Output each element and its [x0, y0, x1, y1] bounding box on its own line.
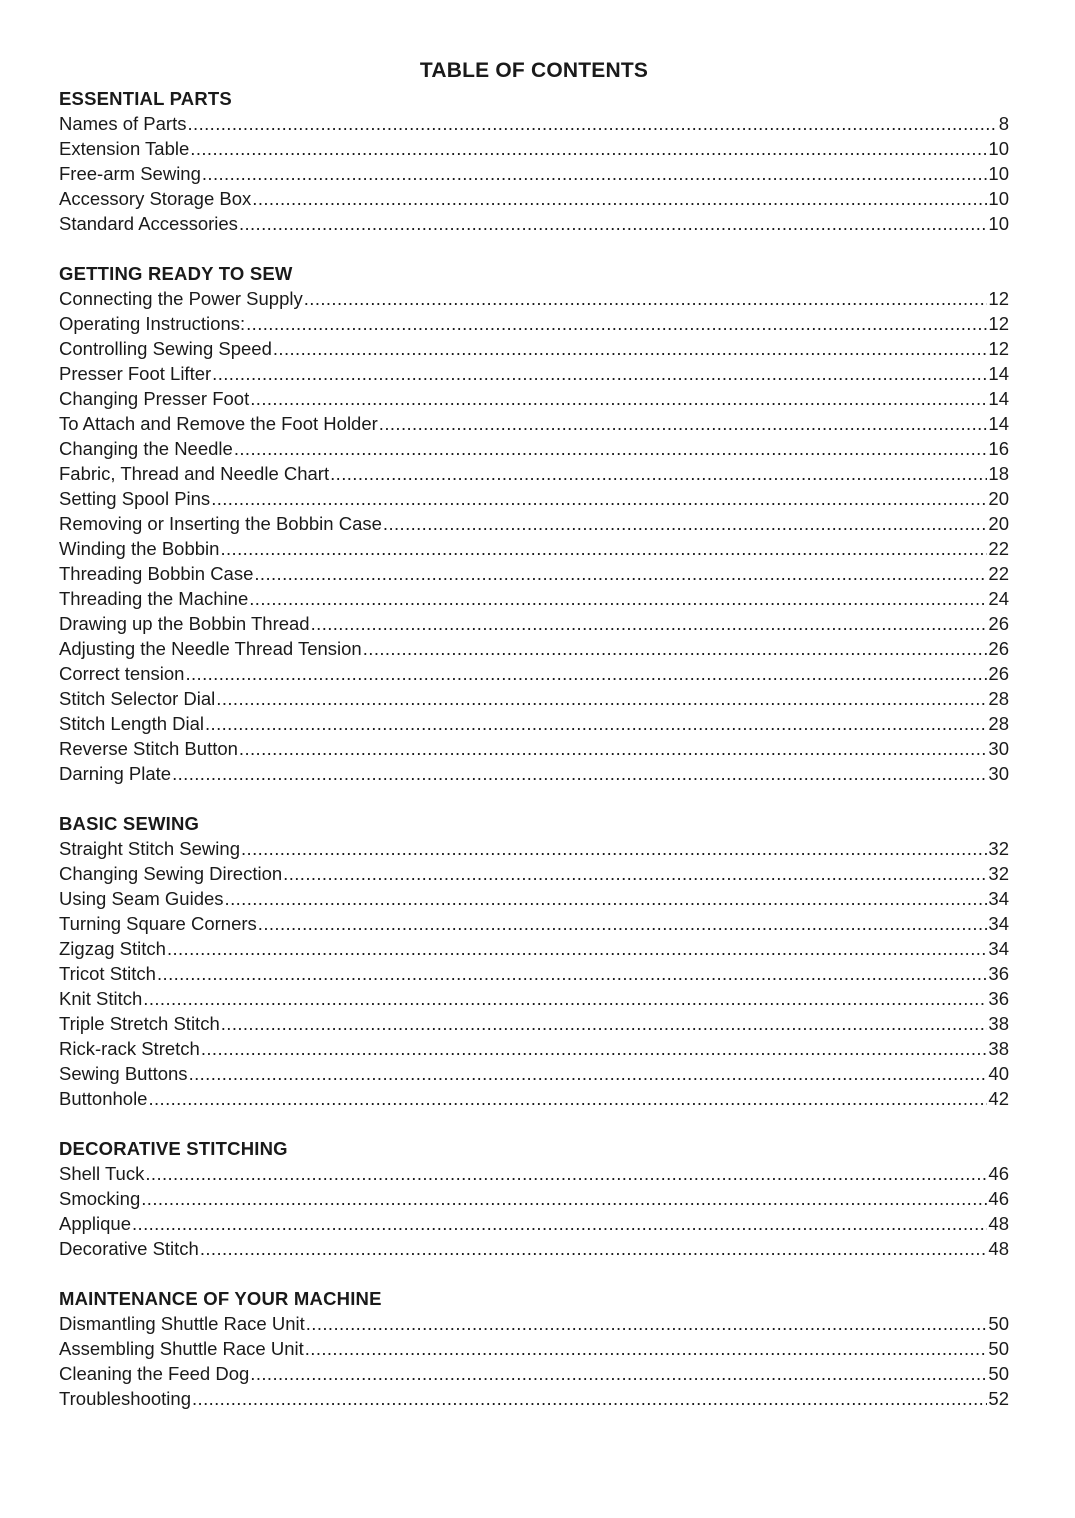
dot-leader [239, 211, 987, 236]
dot-leader [167, 936, 987, 961]
toc-entry[interactable] [59, 1061, 1009, 1086]
toc-entry[interactable] [59, 561, 1009, 586]
toc-entry[interactable] [59, 886, 1009, 911]
toc-entry-page-number: 8 [998, 113, 1009, 134]
dot-leader [188, 111, 998, 136]
dot-leader [250, 1361, 987, 1386]
toc-entry-label: Buttonhole [59, 1088, 148, 1109]
toc-entry[interactable] [59, 836, 1009, 861]
toc-entry-label: Troubleshooting [59, 1388, 191, 1409]
toc-entry-page-number: 10 [988, 188, 1009, 209]
toc-entry-label: Changing the Needle [59, 438, 233, 459]
dot-leader [185, 661, 987, 686]
toc-entry-label: Changing Sewing Direction [59, 863, 283, 884]
toc-entry-label: Assembling Shuttle Race Unit [59, 1338, 304, 1359]
toc-entry[interactable] [59, 536, 1009, 561]
toc-entry-label: Setting Spool Pins [59, 488, 211, 509]
toc-entry-page-number: 50 [988, 1313, 1009, 1334]
toc-body [59, 86, 1009, 1411]
toc-page [59, 56, 1009, 1436]
toc-entry-page-number: 50 [988, 1338, 1009, 1359]
toc-entry[interactable] [59, 111, 1009, 136]
toc-section [59, 1136, 1009, 1261]
toc-entry-page-number: 10 [988, 163, 1009, 184]
toc-entry[interactable] [59, 1036, 1009, 1061]
toc-entry[interactable] [59, 211, 1009, 236]
toc-entry[interactable] [59, 1311, 1009, 1336]
toc-entry-label: Presser Foot Lifter [59, 363, 212, 384]
dot-leader [148, 1086, 987, 1111]
toc-entry-page-number: 52 [988, 1388, 1009, 1409]
dot-leader [383, 511, 988, 536]
toc-entry-page-number: 34 [988, 888, 1009, 909]
toc-entry[interactable] [59, 661, 1009, 686]
toc-section [59, 261, 1009, 786]
toc-entry-page-number: 18 [988, 463, 1009, 484]
toc-entry[interactable] [59, 986, 1009, 1011]
toc-entry-label: Standard Accessories [59, 213, 238, 234]
dot-leader [211, 486, 987, 511]
toc-entry-label: Tricot Stitch [59, 963, 156, 984]
toc-entry-label: Applique [59, 1213, 132, 1234]
toc-entry-label: Smocking [59, 1188, 141, 1209]
dot-leader [143, 986, 987, 1011]
toc-entry[interactable] [59, 686, 1009, 711]
toc-entry-label: Decorative Stitch [59, 1238, 199, 1259]
toc-entry-page-number: 28 [988, 713, 1009, 734]
toc-entry[interactable] [59, 1236, 1009, 1261]
toc-entry-label: Darning Plate [59, 763, 172, 784]
toc-entry-page-number: 48 [988, 1213, 1009, 1234]
toc-entry[interactable] [59, 186, 1009, 211]
toc-entry[interactable] [59, 1336, 1009, 1361]
dot-leader [141, 1186, 987, 1211]
toc-entry-page-number: 34 [988, 938, 1009, 959]
toc-entry-page-number: 30 [988, 738, 1009, 759]
toc-entry-label: Dismantling Shuttle Race Unit [59, 1313, 305, 1334]
toc-entry-label: Fabric, Thread and Needle Chart [59, 463, 330, 484]
dot-leader [132, 1211, 987, 1236]
toc-entry-label: Removing or Inserting the Bobbin Case [59, 513, 382, 534]
toc-entry[interactable] [59, 161, 1009, 186]
toc-entry-label: Triple Stretch Stitch [59, 1013, 220, 1034]
toc-entry-label: Sewing Buttons [59, 1063, 188, 1084]
toc-entry-page-number: 26 [988, 638, 1009, 659]
toc-entry-label: Threading Bobbin Case [59, 563, 254, 584]
toc-entry-page-number: 26 [988, 613, 1009, 634]
toc-entry-page-number: 46 [988, 1163, 1009, 1184]
toc-entry-page-number: 12 [988, 288, 1009, 309]
dot-leader [200, 1236, 988, 1261]
toc-entry-page-number: 14 [988, 363, 1009, 384]
dot-leader [252, 186, 987, 211]
toc-entry-page-number: 14 [988, 388, 1009, 409]
toc-entry[interactable] [59, 861, 1009, 886]
toc-entry[interactable] [59, 1186, 1009, 1211]
section-heading: BASIC SEWING [59, 813, 200, 834]
toc-entry-page-number: 20 [988, 513, 1009, 534]
section-heading: ESSENTIAL PARTS [59, 88, 232, 109]
toc-entry[interactable] [59, 386, 1009, 411]
toc-entry[interactable] [59, 1211, 1009, 1236]
section-heading: MAINTENANCE OF YOUR MACHINE [59, 1288, 382, 1309]
toc-entry-label: Threading the Machine [59, 588, 249, 609]
section-heading: DECORATIVE STITCHING [59, 1138, 288, 1159]
dot-leader [254, 561, 987, 586]
toc-section [59, 86, 1009, 236]
dot-leader [239, 736, 988, 761]
toc-entry-label: Straight Stitch Sewing [59, 838, 240, 859]
toc-entry[interactable] [59, 636, 1009, 661]
toc-entry-label: Reverse Stitch Button [59, 738, 238, 759]
dot-leader [225, 886, 988, 911]
toc-entry-page-number: 20 [988, 488, 1009, 509]
toc-entry-page-number: 32 [988, 838, 1009, 859]
toc-entry-page-number: 10 [988, 213, 1009, 234]
toc-entry-label: Free-arm Sewing [59, 163, 201, 184]
toc-entry-page-number: 28 [988, 688, 1009, 709]
toc-entry[interactable] [59, 1086, 1009, 1111]
toc-entry-label: Correct tension [59, 663, 185, 684]
toc-entry[interactable] [59, 1161, 1009, 1186]
toc-entry[interactable] [59, 911, 1009, 936]
toc-entry[interactable] [59, 361, 1009, 386]
dot-leader [216, 686, 987, 711]
toc-entry[interactable] [59, 311, 1009, 336]
dot-leader [379, 411, 988, 436]
toc-entry-page-number: 38 [988, 1013, 1009, 1034]
toc-section [59, 1286, 1009, 1411]
dot-leader [234, 436, 988, 461]
dot-leader [201, 1036, 988, 1061]
dot-leader [212, 361, 987, 386]
toc-entry-label: Rick-rack Stretch [59, 1038, 200, 1059]
toc-entry[interactable] [59, 761, 1009, 786]
toc-entry-page-number: 40 [988, 1063, 1009, 1084]
toc-entry[interactable] [59, 611, 1009, 636]
dot-leader [145, 1161, 987, 1186]
dot-leader [205, 711, 987, 736]
toc-entry[interactable] [59, 936, 1009, 961]
dot-leader [202, 161, 988, 186]
toc-entry-label: Winding the Bobbin [59, 538, 220, 559]
toc-entry-page-number: 38 [988, 1038, 1009, 1059]
dot-leader [330, 461, 987, 486]
page-title: TABLE OF CONTENTS [419, 59, 649, 82]
dot-leader [273, 336, 988, 361]
toc-entry-label: Accessory Storage Box [59, 188, 252, 209]
toc-entry-page-number: 14 [988, 413, 1009, 434]
dot-leader [305, 1336, 988, 1361]
toc-entry-page-number: 30 [988, 763, 1009, 784]
toc-entry-page-number: 24 [988, 588, 1009, 609]
toc-entry[interactable] [59, 1361, 1009, 1386]
toc-entry[interactable] [59, 711, 1009, 736]
toc-entry-page-number: 22 [988, 538, 1009, 559]
dot-leader [250, 386, 987, 411]
toc-entry-label: Stitch Length Dial [59, 713, 205, 734]
dot-leader [220, 536, 987, 561]
dot-leader [283, 861, 987, 886]
toc-entry-label: Turning Square Corners [59, 913, 257, 934]
toc-entry-page-number: 42 [988, 1088, 1009, 1109]
dot-leader [311, 611, 988, 636]
dot-leader [221, 1011, 988, 1036]
toc-entry-label: Adjusting the Needle Thread Tension [59, 638, 362, 659]
toc-entry-page-number: 26 [988, 663, 1009, 684]
toc-entry[interactable] [59, 461, 1009, 486]
dot-leader [190, 136, 987, 161]
toc-entry-label: Extension Table [59, 138, 190, 159]
toc-entry-page-number: 50 [988, 1363, 1009, 1384]
toc-entry[interactable] [59, 136, 1009, 161]
toc-entry-label: Knit Stitch [59, 988, 143, 1009]
toc-entry-page-number: 12 [988, 338, 1009, 359]
toc-entry[interactable] [59, 1386, 1009, 1411]
dot-leader [306, 1311, 988, 1336]
dot-leader [304, 286, 988, 311]
dot-leader [157, 961, 987, 986]
section-heading: GETTING READY TO SEW [59, 263, 293, 284]
toc-entry-label: Zigzag Stitch [59, 938, 166, 959]
toc-entry-page-number: 34 [988, 913, 1009, 934]
toc-entry-label: Connecting the Power Supply [59, 288, 303, 309]
toc-entry-page-number: 12 [988, 313, 1009, 334]
toc-entry-label: Controlling Sewing Speed [59, 338, 272, 359]
toc-entry[interactable] [59, 336, 1009, 361]
toc-entry-page-number: 32 [988, 863, 1009, 884]
toc-entry-page-number: 48 [988, 1238, 1009, 1259]
toc-entry[interactable] [59, 736, 1009, 761]
toc-entry-page-number: 16 [988, 438, 1009, 459]
toc-entry[interactable] [59, 411, 1009, 436]
toc-entry-label: Drawing up the Bobbin Thread [59, 613, 310, 634]
toc-entry[interactable] [59, 586, 1009, 611]
toc-entry-label: Shell Tuck [59, 1163, 145, 1184]
toc-entry-page-number: 36 [988, 963, 1009, 984]
dot-leader [258, 911, 988, 936]
dot-leader [363, 636, 988, 661]
toc-section [59, 811, 1009, 1111]
toc-entry-label: Names of Parts [59, 113, 187, 134]
toc-entry[interactable] [59, 511, 1009, 536]
toc-entry-label: Stitch Selector Dial [59, 688, 216, 709]
dot-leader [189, 1061, 988, 1086]
toc-entry-page-number: 22 [988, 563, 1009, 584]
toc-entry[interactable] [59, 1011, 1009, 1036]
toc-entry-page-number: 46 [988, 1188, 1009, 1209]
toc-entry-page-number: 36 [988, 988, 1009, 1009]
toc-entry-label: Operating Instructions: [59, 313, 246, 334]
toc-entry[interactable] [59, 961, 1009, 986]
dot-leader [241, 836, 987, 861]
dot-leader [249, 586, 987, 611]
toc-entry-label: Changing Presser Foot [59, 388, 250, 409]
toc-entry[interactable] [59, 436, 1009, 461]
toc-entry-page-number: 10 [988, 138, 1009, 159]
toc-entry[interactable] [59, 486, 1009, 511]
dot-leader [172, 761, 987, 786]
toc-entry-label: Cleaning the Feed Dog [59, 1363, 250, 1384]
dot-leader [192, 1386, 987, 1411]
dot-leader [246, 311, 987, 336]
toc-entry-label: Using Seam Guides [59, 888, 224, 909]
toc-entry-label: To Attach and Remove the Foot Holder [59, 413, 378, 434]
toc-entry[interactable] [59, 286, 1009, 311]
